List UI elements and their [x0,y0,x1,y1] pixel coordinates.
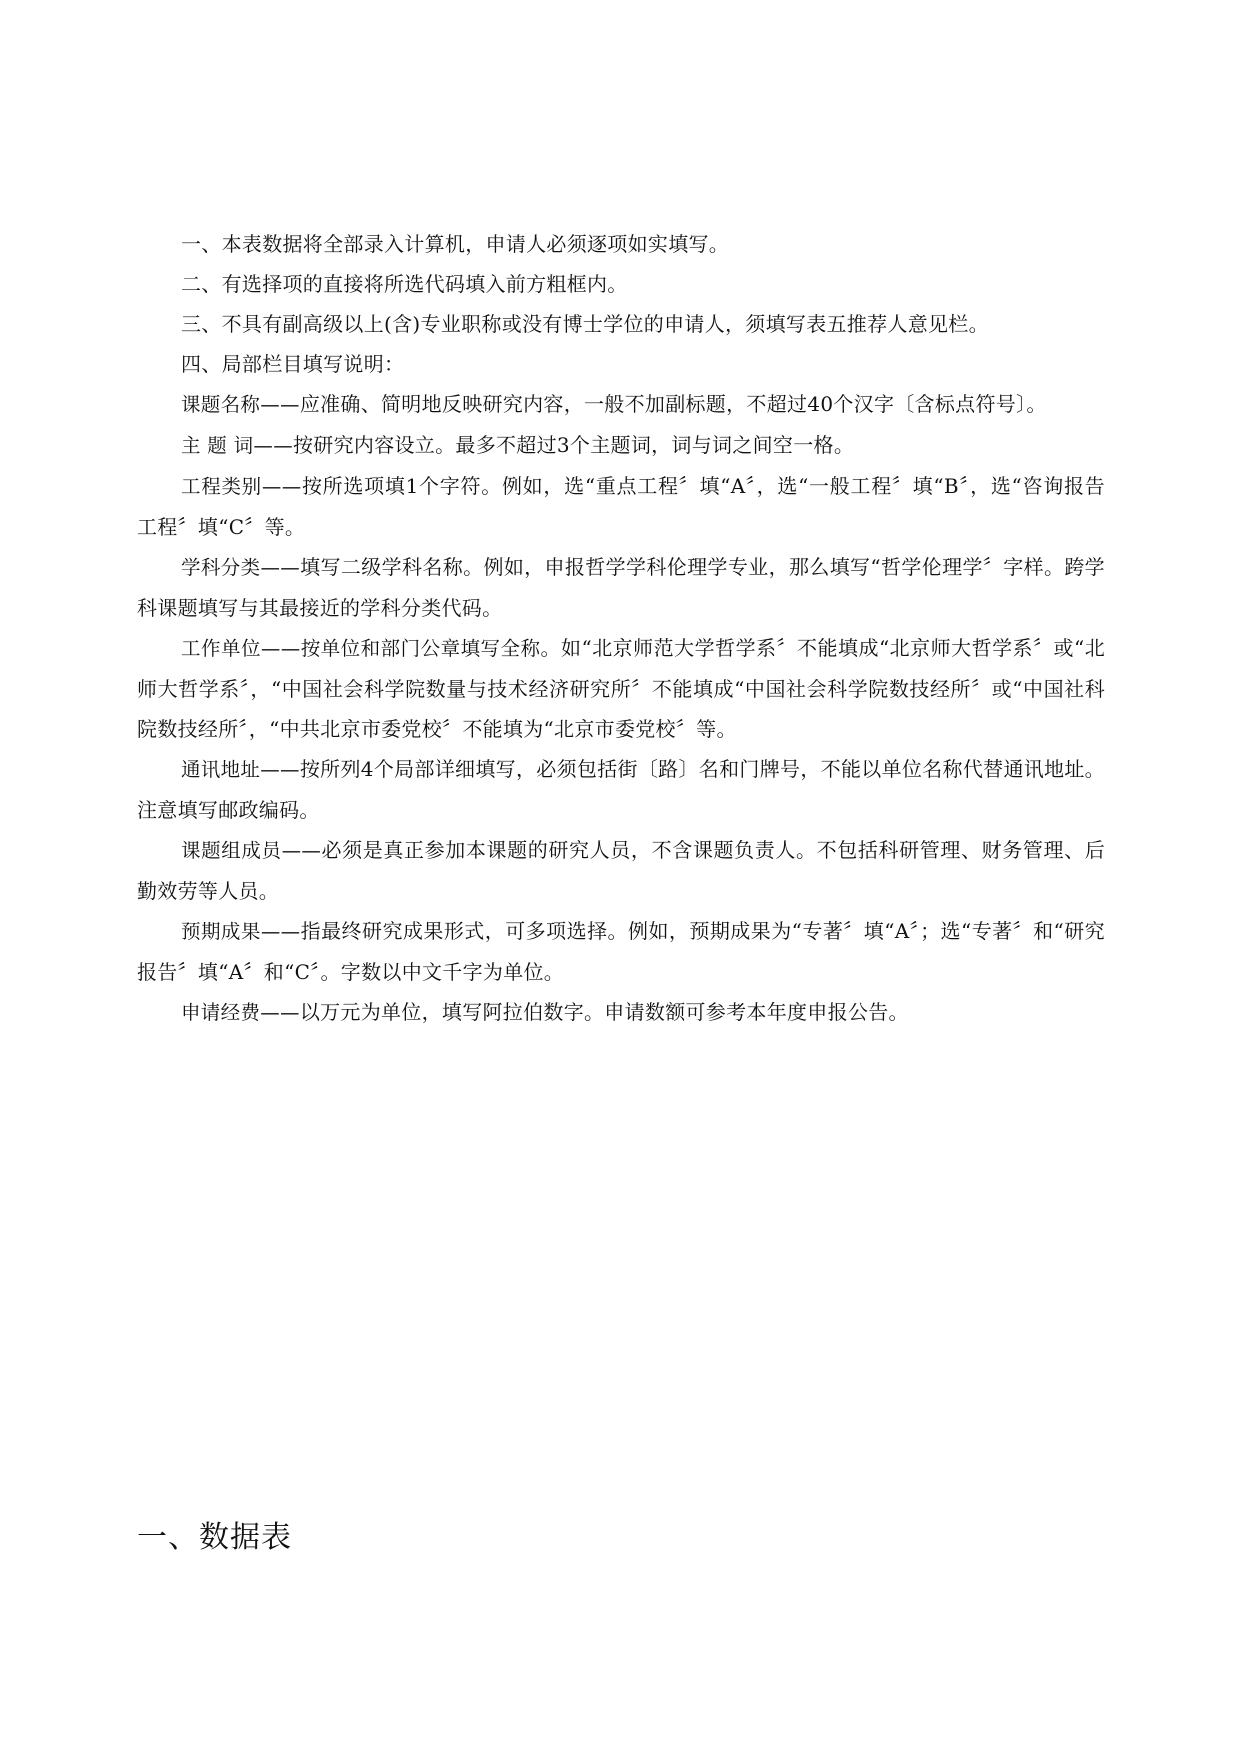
general-note-1: 一、本表数据将全部录入计算机，申请人必须逐项如实填写。 [181,232,730,256]
filling-instructions [137,224,1105,1033]
field-note-team-members [137,830,1105,911]
field-text: 应准确、简明地反映研究内容，一般不加副标题，不超过40个汉字〔含标点符号〕。 [299,392,1047,416]
field-text: 按所选项填1个字符。例如，选“重点工程〞填“A〞，选“一般工程〞填“B〞，选“咨询报告工程〞填“C〞等。 [137,474,1105,539]
field-text: 按研究内容设立。最多不超过3个主题词，词与词之间空一格。 [293,433,855,457]
field-term: 主 题 词—— [181,434,293,457]
field-text: 必须是真正参加本课题的研究人员，不含课题负责人。不包括科研管理、财务管理、后勤效劳等人员。 [137,838,1105,903]
field-term: 工作单位——按单位和部门公章填写全称 [181,637,541,660]
field-term: 学科分类—— [181,556,301,579]
general-note-3: 三、不具有副高级以上(含)专业职称或没有博士学位的申请人，须填写表五推荐人意见栏。 [181,312,989,336]
general-note-2: 二、有选择项的直接将所选代码填入前方粗框内。 [181,272,628,296]
field-text: 以万元为单位，填写阿拉伯数字。申请数额可参考本年度申报公告。 [299,1000,909,1024]
general-note-4: 四、局部栏目填写说明： [181,352,405,376]
field-note-project-category [137,466,1105,547]
field-text: 按所列4个局部详细填写，必须包括街〔路〕名和门牌号，不能以单位名称代替通讯地址。注意填写邮政编码。 [137,757,1105,822]
field-text: 。如“北京师范大学哲学系〞不能填成“北京师大哲学系〞或“北师大哲学系〞，“中国社会科学院数量与技术经济研究所〞不能填成“中国社会科学院数技经所〞或“中国社科院数技经所〞，“中共北京市委党校〞不能填为“北京市委党校〞等。 [137,636,1106,741]
field-note-discipline [137,547,1105,628]
field-term: 预期成果—— [181,920,301,943]
field-term: 工程类别—— [181,475,302,498]
field-note-funding [137,992,1105,1033]
field-term: 课题组成员—— [181,839,322,862]
field-note-work-unit [137,628,1105,749]
field-term: 申请经费—— [181,1001,300,1024]
field-note-project-name [137,384,1105,425]
section-heading: 一、数据表 [137,1520,292,1555]
field-text: 填写二级学科名称。例如，申报哲学学科伦理学专业，那么填写“哲学伦理学〞字样。跨学科课题填写与其最接近的学科分类代码。 [137,555,1105,620]
field-text: 指最终研究成果形式，可多项选择。例如，预期成果为“专著〞填“A〞；选“专著〞和“研究报告〞填“A〞和“C〞。字数以中文千字为单位。 [137,919,1105,984]
field-note-address [137,749,1105,830]
field-term: 课题名称—— [181,393,300,416]
field-note-keywords [137,425,1105,466]
field-note-expected-results [137,911,1105,992]
field-term: 通讯地址—— [181,758,300,781]
